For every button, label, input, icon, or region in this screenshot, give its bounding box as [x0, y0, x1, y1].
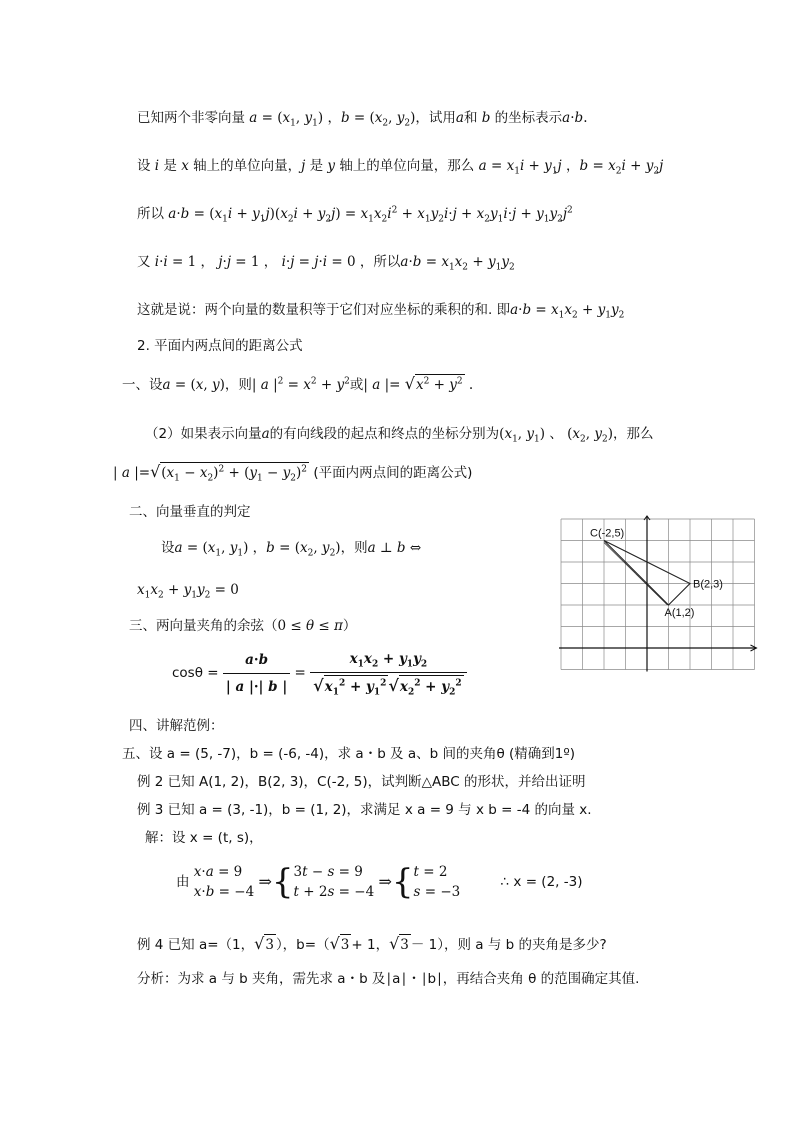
- text: 设: [137, 158, 151, 174]
- text: 轴上的单位向量，那么: [339, 158, 475, 174]
- section2-title: 2. 平面内两点间的距离公式: [137, 338, 303, 354]
- text: － 1），则 a 与 b 的夹角是多少?: [410, 937, 607, 953]
- coordinate-graph: [558, 516, 723, 659]
- example-1: 五、设 a = (5, -7)，b = (-6, -4)，求 a・b 及 a、b 间的夹角θ (精确到1º): [122, 746, 576, 762]
- text: 轴上的单位向量，: [193, 158, 302, 174]
- text: 又: [137, 254, 151, 270]
- intro-line-4: 又 i·i = 1 ， j·j = 1 ， i·j = j·i = 0 ，所以$a\cdot b = x_1x_2 + y_1y_2$: [137, 254, 515, 273]
- perp-title: 二、向量垂直的判定: [129, 504, 251, 520]
- text: 所以: [137, 206, 164, 222]
- example-2: 例 2 已知 A(1, 2)，B(2, 3)，C(-2, 5)，试判断△ABC 的形状，并给出证明: [137, 774, 586, 790]
- point-label: A(1,2): [664, 607, 695, 619]
- solution-setup: 解：设 x = (t, s)，: [145, 830, 263, 846]
- triangle-edge-ca: [604, 543, 668, 606]
- text: 是: [309, 158, 324, 174]
- text: 已知两个非零向量: [137, 110, 245, 126]
- examples-heading: 四、讲解范例：: [129, 718, 224, 734]
- text: ，则: [224, 377, 252, 393]
- text: 例 4 已知 a=（1，: [137, 937, 255, 953]
- text: ，则: [340, 540, 368, 556]
- text: （2）如果表示向量: [145, 426, 262, 442]
- text: ）: [342, 618, 357, 634]
- intro-line-1: 已知两个非零向量 $a = (x_1$, $y_1$) ，$b = (x_2$, $y_2$)，试用a和 b 的坐标表示a·b.: [137, 110, 588, 129]
- example-4: 例 4 已知 a=（1，√3 ），b=（√3 + 1，√3 － 1），则 a 与 b 的夹角是多少?: [137, 934, 607, 953]
- intro-line-5: 这就是说：两个向量的数量积等于它们对应坐标的乘积的和. 即$a\cdot b = x_1x_2 + y_1y_2$: [137, 302, 625, 321]
- cos-title: 三、两向量夹角的余弦（0 ≤ θ ≤ π）: [129, 618, 357, 634]
- point-label: B(2,3): [693, 578, 723, 591]
- text: 或: [349, 377, 364, 393]
- example-3: 例 3 已知 a = (3, -1)，b = (1, 2)，求满足 x a = 9 与 x b = -4 的向量 x.: [137, 802, 592, 818]
- text: ，所以: [359, 254, 401, 270]
- perp-condition: $x_1x_2 + y_1y_2 = 0$: [137, 582, 239, 601]
- cos-formula: cosθ = $\frac{a\cdot b}{| a |\cdot| b |}$ = $\frac{x_1x_2 + y_1y_2}{√x_1^2 + y_1^2 √x_2^2 + y_2^2}$: [172, 648, 467, 698]
- text: ，那么: [613, 426, 654, 442]
- text: 的坐标表示: [494, 110, 563, 126]
- distance-item-1: 一、设a = (x, y)，则| a $|^2 = x^2 + y^2$或| a |= $√x^2 + y^2$ .: [122, 374, 474, 393]
- text: ），b=（: [275, 937, 330, 953]
- intro-line-3: 所以 $a\cdot b = (x_1i + y_1j)(x_2i + y_2j) = x_1x_2i^2 + x_1y_2i\cdot j + x_2y_1i\cdot j + y_1y_2j^2$: [137, 205, 573, 225]
- solution-result: ∴ x = (2, -3): [500, 874, 583, 890]
- text: 这就是说：两个向量的数量积等于它们对应坐标的乘积的和. 即: [137, 302, 511, 318]
- solution-system: 由 x·a = 9 x·b = −4 ⇒{3t − s = 9 t + 2s = −4 ⇒{t = 2 s = −3 ∴ x = (2, -3): [176, 862, 583, 902]
- text: 一、设: [122, 377, 163, 393]
- perp-line: 设$a = (x_1$, $y_1$) ，$b = (x_2$, $y_2$)，则a ⊥ b ⇔: [161, 540, 422, 559]
- text: + 1，: [351, 937, 390, 953]
- point-label: C(-2,5): [590, 527, 625, 540]
- text: 和: [463, 110, 478, 126]
- text: 三、两向量夹角的余弦（: [129, 618, 278, 634]
- distance-item-2: （2）如果表示向量a的有向线段的起点和终点的坐标分别为($x_1$, $y_1$) 、 ($x_2$, $y_2$)，那么: [145, 426, 654, 445]
- analysis: 分析：为求 a 与 b 夹角，需先求 a・b 及∣a∣・∣b∣，再结合夹角 θ 的范围确定其值.: [137, 971, 640, 987]
- text: 的有向线段的起点和终点的坐标分别为: [269, 426, 500, 442]
- text: ，试用: [415, 110, 456, 126]
- text: 设: [161, 540, 175, 556]
- text: 是: [163, 158, 177, 174]
- intro-line-2: 设 i 是 x 轴上的单位向量，j 是 y 轴上的单位向量，那么 $a = x_1i + y_1j$ ，$b = x_2i + y_2j$: [137, 158, 664, 177]
- distance-formula: | a $|=√(x_1 - x_2)^2 + (y_1 - y_2)^2$ (平面内两点间的距离公式): [113, 462, 473, 484]
- text: 由: [176, 874, 190, 890]
- text: (平面内两点间的距离公式): [313, 465, 473, 481]
- cos-label: cosθ =: [172, 665, 219, 681]
